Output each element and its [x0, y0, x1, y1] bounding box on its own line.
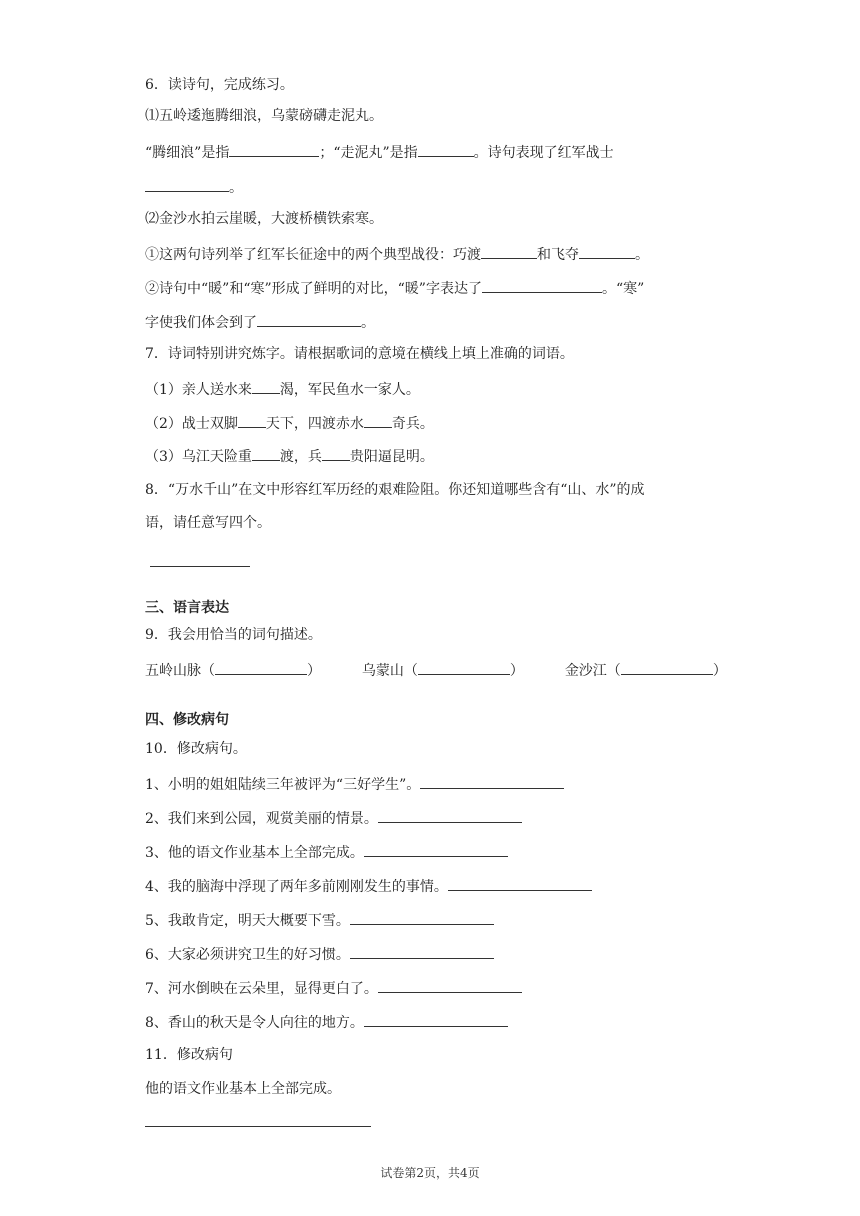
q10-item-3: 3、他的语文作业基本上全部完成。: [145, 842, 508, 862]
q6-title: 6．读诗句，完成练习。: [145, 77, 294, 93]
q6-poem-2: ⑵金沙水拍云崖暖，大渡桥横铁索寒。: [145, 211, 383, 227]
q6-part1-line: “腾细浪”是指 ；“走泥丸”是指 。诗句表现了红军战士: [145, 142, 614, 162]
q6-part2-1: ①这两句诗列举了红军长征途中的两个典型战役：巧渡 和飞夺 。: [145, 244, 649, 264]
q8-text-2: 语，请任意写四个。: [145, 515, 271, 531]
q10-item-5: 5、我敢肯定，明天大概要下雪。: [145, 910, 494, 930]
q7-title: 7．诗词特别讲究炼字。请根据歌词的意境在横线上填上准确的词语。: [145, 346, 574, 362]
answer-blank[interactable]: [364, 1012, 508, 1027]
q10-item-2: 2、我们来到公园，观赏美丽的情景。: [145, 808, 522, 828]
page-footer: 试卷第2页，共4页: [380, 1166, 480, 1180]
answer-blank[interactable]: [621, 660, 713, 675]
q9-items: 五岭山脉（ ） 乌蒙山（ ） 金沙江（ ）: [145, 660, 727, 680]
q11-title: 11．修改病句: [145, 1047, 233, 1063]
answer-blank[interactable]: [215, 660, 307, 675]
q11-answer-line[interactable]: [145, 1126, 371, 1127]
q10-item-7: 7、河水倒映在云朵里，显得更白了。: [145, 978, 522, 998]
answer-blank[interactable]: [252, 379, 280, 394]
q10-item-8: 8、香山的秋天是令人向往的地方。: [145, 1012, 508, 1032]
answer-blank[interactable]: [579, 244, 635, 259]
answer-blank[interactable]: [418, 660, 510, 675]
section-3-heading: 三、语言表达: [145, 600, 229, 616]
answer-blank[interactable]: [448, 876, 592, 891]
q7-item-2: （2）战士双脚 天下，四渡赤水 奇兵。: [145, 413, 434, 433]
q6-part1-line2: 。: [145, 177, 243, 197]
q7-item-1: （1）亲人送水来 渴，军民鱼水一家人。: [145, 379, 420, 399]
q10-item-4: 4、我的脑海中浮现了两年多前刚刚发生的事情。: [145, 876, 592, 896]
q11-sentence: 他的语文作业基本上全部完成。: [145, 1081, 341, 1097]
answer-blank[interactable]: [418, 142, 474, 157]
q7-item-3: （3）乌江天险重 渡，兵 贵阳逼昆明。: [145, 446, 434, 466]
answer-blank[interactable]: [252, 446, 280, 461]
q6-poem-1: ⑴五岭逶迤腾细浪，乌蒙磅礴走泥丸。: [145, 108, 383, 124]
section-4-heading: 四、修改病句: [145, 712, 229, 728]
q6-part2-2-cont: 字使我们体会到了 。: [145, 312, 375, 332]
q9-title: 9．我会用恰当的词句描述。: [145, 627, 322, 643]
answer-blank[interactable]: [145, 177, 229, 192]
q10-item-6: 6、大家必须讲究卫生的好习惯。: [145, 944, 494, 964]
answer-blank[interactable]: [364, 842, 508, 857]
q8-text-1: 8．“万水千山”在文中形容红军历经的艰难险阻。你还知道哪些含有“山、水”的成: [145, 482, 645, 498]
answer-blank[interactable]: [481, 244, 537, 259]
answer-blank[interactable]: [420, 774, 564, 789]
answer-blank[interactable]: [364, 413, 392, 428]
answer-blank[interactable]: [350, 910, 494, 925]
answer-blank[interactable]: [350, 944, 494, 959]
q10-item-1: 1、小明的姐姐陆续三年被评为“三好学生”。: [145, 774, 564, 794]
answer-blank[interactable]: [238, 413, 266, 428]
answer-blank[interactable]: [378, 808, 522, 823]
answer-blank[interactable]: [229, 142, 319, 157]
q10-title: 10．修改病句。: [145, 741, 247, 757]
q8-answer-line[interactable]: [150, 566, 250, 567]
answer-blank[interactable]: [378, 978, 522, 993]
answer-blank[interactable]: [322, 446, 350, 461]
answer-blank[interactable]: [482, 278, 602, 293]
q6-part2-2: ②诗句中“暖”和“寒”形成了鲜明的对比，“暖”字表达了 。“寒”: [145, 278, 644, 298]
answer-blank[interactable]: [257, 312, 361, 327]
